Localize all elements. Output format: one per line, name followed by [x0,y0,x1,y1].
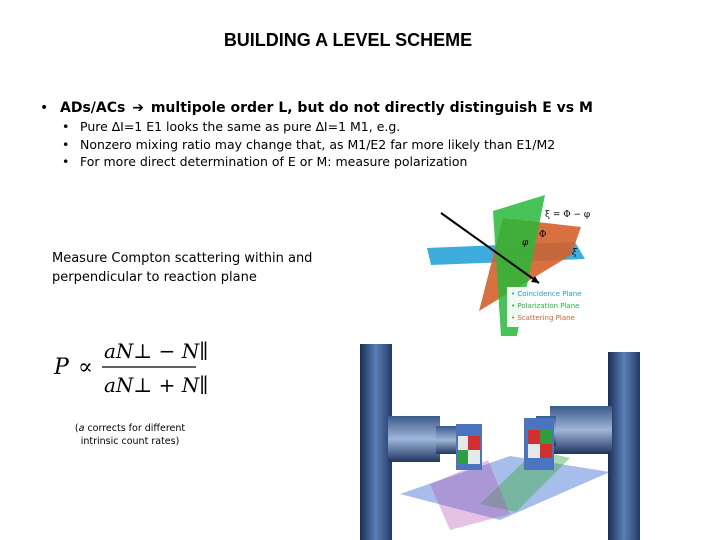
main-bullet-part2: multipole order L, but do not directly distinguish E vs M [150,100,593,116]
sub-bullet-item [62,118,710,136]
bullet-marker: • [40,100,49,116]
legend-polarization: • Polarization Plane [511,302,580,310]
proportional-symbol: ∝ [78,355,93,380]
sub-bullet-item [62,153,710,171]
right-segmented-crystal [524,418,554,470]
sub-bullet-text: Pure ∆I=1 E1 looks the same as pure ∆I=1 M1, e.g. [80,119,401,134]
sub-bullet-text: Nonzero mixing ratio may change that, as M1/E2 far more likely than E1/M2 [80,136,556,152]
formula-denominator: aN⊥ + N∥ [104,373,209,397]
polarization-planes-diagram [427,193,595,338]
note-text: (a corrects for different intrinsic count rates) [74,423,186,447]
measure-text: Measure Compton scattering within and perpendicular to reaction plane [52,251,313,285]
angle-phi-lower: φ [522,238,529,248]
legend-coincidence: • Coincidence Plane [511,290,582,298]
main-bullet-part1: ADs/ACs [60,100,126,116]
slide-title: BUILDING A LEVEL SCHEME [223,30,473,50]
angle-equation: ξ = Φ − φ [545,210,591,220]
bullet-marker: • [62,136,70,152]
formula-numerator: aN⊥ − N∥ [104,339,209,363]
formula-lhs: P [54,355,69,380]
note-variable: a [78,423,85,434]
sub-bullet-item [62,136,710,154]
bullet-list [40,100,710,183]
angle-phi-upper: Φ [539,230,547,240]
bullet-marker: • [62,119,70,134]
sub-bullet-list [62,118,710,171]
right-arrow-icon: ➔ [132,100,144,116]
left-segmented-crystal [456,424,482,470]
left-detector-body [360,344,392,540]
note-rest: corrects for different intrinsic count rates) [80,423,186,447]
right-detector-neck [550,406,612,454]
right-detector-body [608,352,640,540]
detector-apparatus-image [360,344,640,540]
polarization-formula [50,330,210,404]
bullet-marker: • [62,154,70,169]
left-detector-neck [388,416,440,462]
main-bullet [40,100,710,116]
angle-xi: ξ [572,248,577,258]
legend-scattering: • Scattering Plane [511,314,575,322]
sub-bullet-text: For more direct determination of E or M: measure polarization [80,154,468,169]
